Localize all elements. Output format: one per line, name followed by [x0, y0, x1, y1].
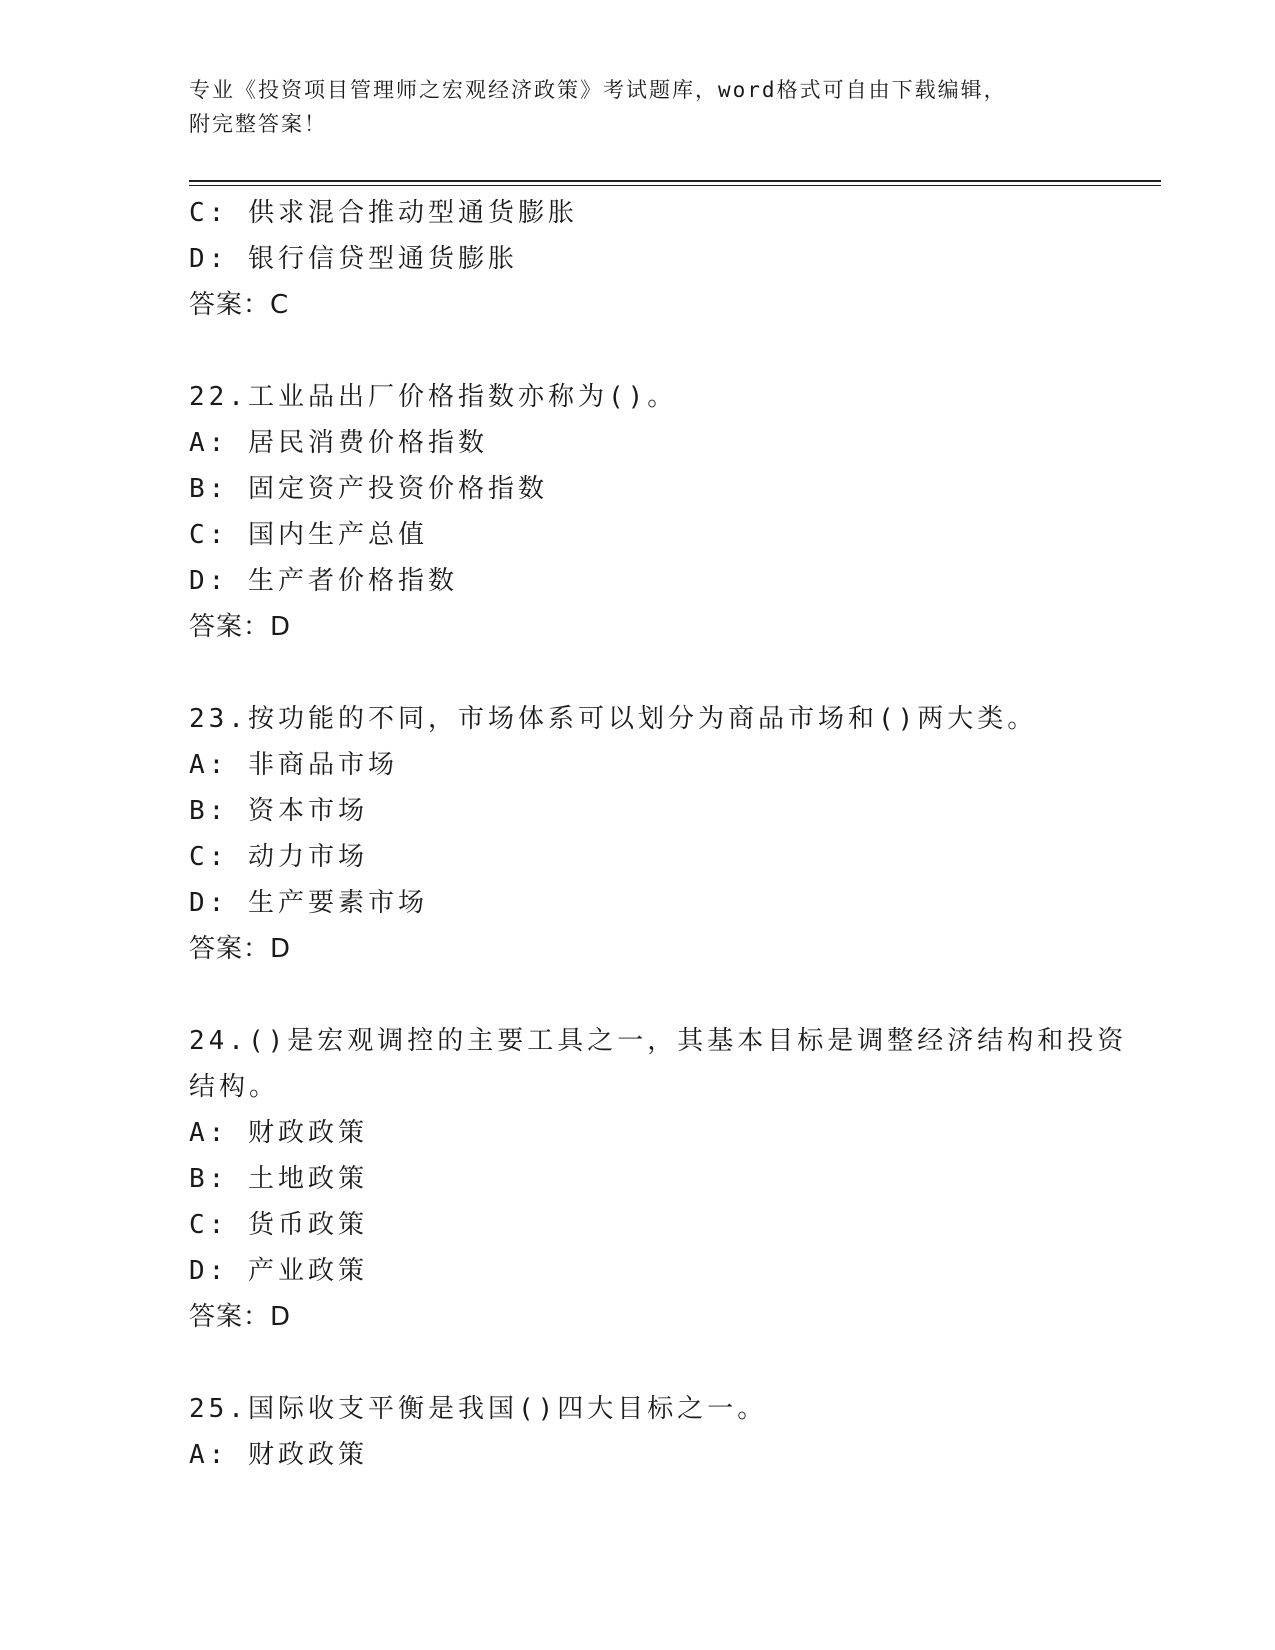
option-b: B: 资本市场 — [189, 796, 368, 826]
option-a: A: 财政政策 — [189, 1118, 368, 1148]
question-list — [189, 190, 1128, 1478]
question-25 — [189, 1386, 1089, 1478]
header-rule — [189, 180, 1161, 182]
answer: 答案：D — [189, 934, 292, 964]
option-d: D: 银行信贷型通货膨胀 — [189, 244, 518, 274]
document-header — [189, 73, 1089, 141]
question-stem-line-2: 结构。 — [189, 1072, 280, 1102]
option-d: D: 生产要素市场 — [189, 888, 428, 918]
option-b: B: 固定资产投资价格指数 — [189, 474, 548, 504]
option-c: C: 动力市场 — [189, 842, 368, 872]
answer: 答案：D — [189, 1302, 292, 1332]
header-rule-thin — [189, 185, 1161, 186]
question-22 — [189, 374, 1089, 650]
answer: 答案：C — [189, 290, 290, 320]
option-a: A: 财政政策 — [189, 1440, 368, 1470]
question-stem: 25.国际收支平衡是我国()四大目标之一。 — [189, 1394, 768, 1424]
question-partial — [189, 190, 1089, 328]
option-a: A: 居民消费价格指数 — [189, 428, 488, 458]
option-b: B: 土地政策 — [189, 1164, 368, 1194]
question-stem-line-1: 24.()是宏观调控的主要工具之一，其基本目标是调整经济结构和投资 — [189, 1026, 1128, 1056]
header-line-2: 附完整答案！ — [189, 112, 327, 136]
question-23 — [189, 696, 1089, 972]
option-d: D: 生产者价格指数 — [189, 566, 458, 596]
question-24 — [189, 1018, 1128, 1340]
option-d: D: 产业政策 — [189, 1256, 368, 1286]
question-stem: 23.按功能的不同，市场体系可以划分为商品市场和()两大类。 — [189, 704, 1038, 734]
header-line-1: 专业《投资项目管理师之宏观经济政策》考试题库，word格式可自由下载编辑， — [189, 78, 1007, 102]
option-a: A: 非商品市场 — [189, 750, 398, 780]
answer: 答案：D — [189, 612, 292, 642]
option-c: C: 供求混合推动型通货膨胀 — [189, 198, 578, 228]
option-c: C: 货币政策 — [189, 1210, 368, 1240]
option-c: C: 国内生产总值 — [189, 520, 428, 550]
question-stem: 22.工业品出厂价格指数亦称为()。 — [189, 382, 678, 412]
